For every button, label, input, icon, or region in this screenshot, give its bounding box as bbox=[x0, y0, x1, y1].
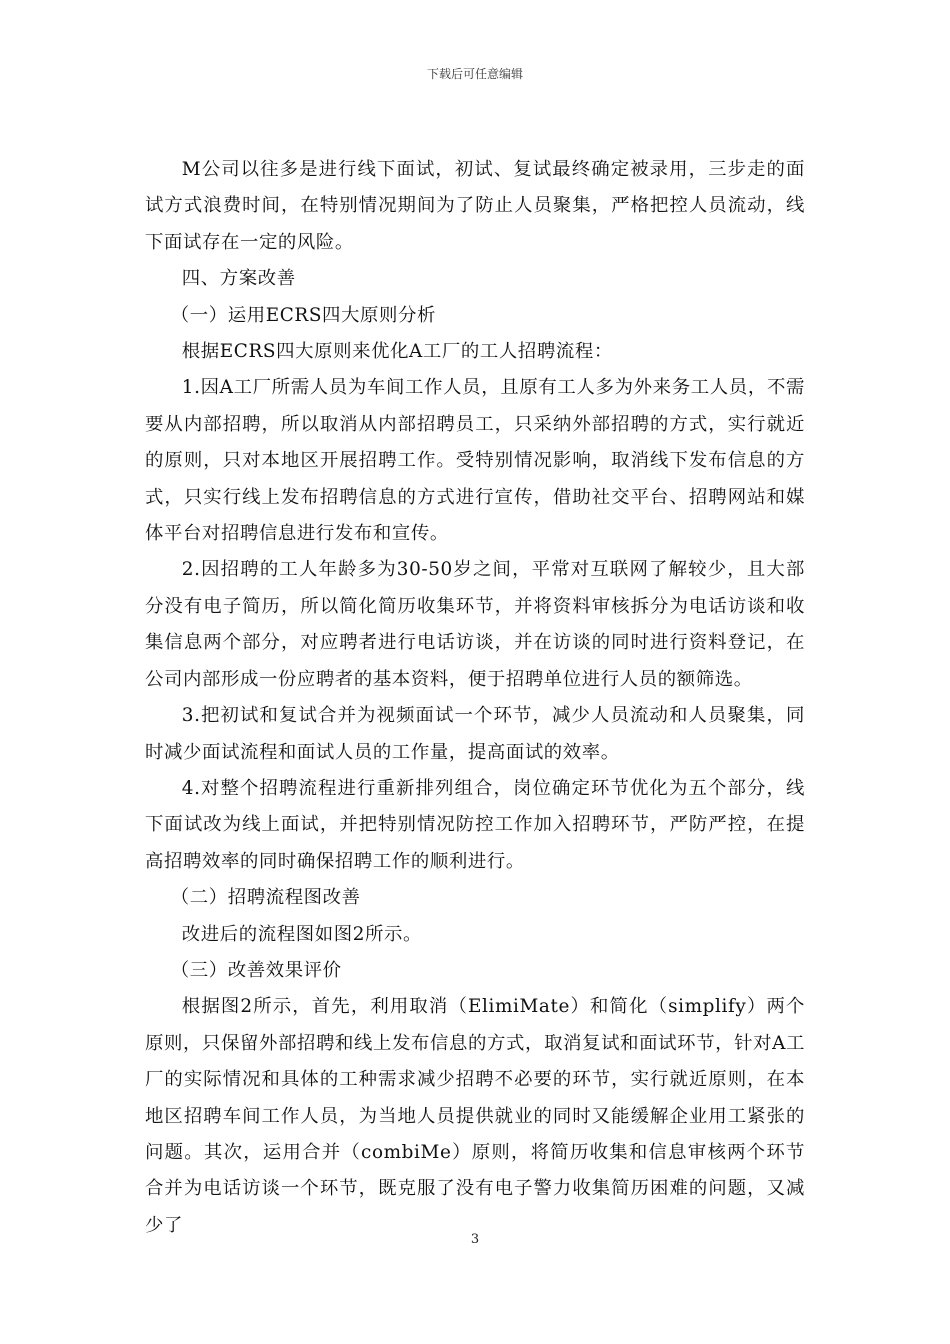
paragraph: 1.因A工厂所需人员为车间工作人员，且原有工人多为外来务工人员，不需要从内部招聘，所以取消从内部招聘员工，只采纳外部招聘的方式，实行就近的原则，只对本地区开展招聘工作。受特别情况影响，取消线下发布信息的方式，只实行线上发布招聘信息的方式进行宣传，借助社交平台、招聘网站和媒体平台对招聘信息进行发布和宣传。 bbox=[145, 377, 805, 545]
body-text bbox=[145, 152, 805, 1244]
paragraph: 3.把初试和复试合并为视频面试一个环节，减少人员流动和人员聚集，同时减少面试流程和面试人员的工作量，提高面试的效率。 bbox=[145, 705, 805, 763]
subsection-heading: （二）招聘流程图改善 bbox=[170, 887, 361, 909]
paragraph: M公司以往多是进行线下面试，初试、复试最终确定被录用，三步走的面试方式浪费时间，在特别情况期间为了防止人员聚集，严格把控人员流动，线下面试存在一定的风险。 bbox=[145, 159, 805, 253]
paragraph: 改进后的流程图如图2所示。 bbox=[181, 923, 422, 945]
subsection-heading: （三）改善效果评价 bbox=[170, 959, 342, 981]
section-heading: 四、方案改善 bbox=[181, 268, 296, 290]
page-number: 3 bbox=[470, 1232, 480, 1247]
page-header: 下载后可任意编辑 bbox=[426, 67, 523, 81]
paragraph: 根据图2所示，首先，利用取消（ElimiMate）和简化（simplify）两个原则，只保留外部招聘和线上发布信息的方式，取消复试和面试环节，针对A工厂的实际情况和具体的工种需求减少招聘不必要的环节，实行就近原则，在本地区招聘车间工作人员，为当地人员提供就业的同时又能缓解企业用工紧张的问题。其次，运用合并（combiMe）原则，将简历收集和信息审核两个环节合并为电话访谈一个环节，既克服了没有电子警力收集简历困难的问题，又减少了 bbox=[145, 996, 805, 1236]
paragraph: 2.因招聘的工人年龄多为30-50岁之间，平常对互联网了解较少，且大部分没有电子简历，所以简化简历收集环节，并将资料审核拆分为电话访谈和收集信息两个部分，对应聘者进行电话访谈，并在访谈的同时进行资料登记，在公司内部形成一份应聘者的基本资料，便于招聘单位进行人员的额筛选。 bbox=[145, 559, 805, 690]
paragraph: 4.对整个招聘流程进行重新排列组合，岗位确定环节优化为五个部分，线下面试改为线上面试，并把特别情况防控工作加入招聘环节，严防严控，在提高招聘效率的同时确保招聘工作的顺利进行。 bbox=[145, 777, 805, 872]
paragraph: 根据ECRS四大原则来优化A工厂的工人招聘流程： bbox=[181, 341, 613, 363]
subsection-heading: （一）运用ECRS四大原则分析 bbox=[170, 304, 436, 326]
